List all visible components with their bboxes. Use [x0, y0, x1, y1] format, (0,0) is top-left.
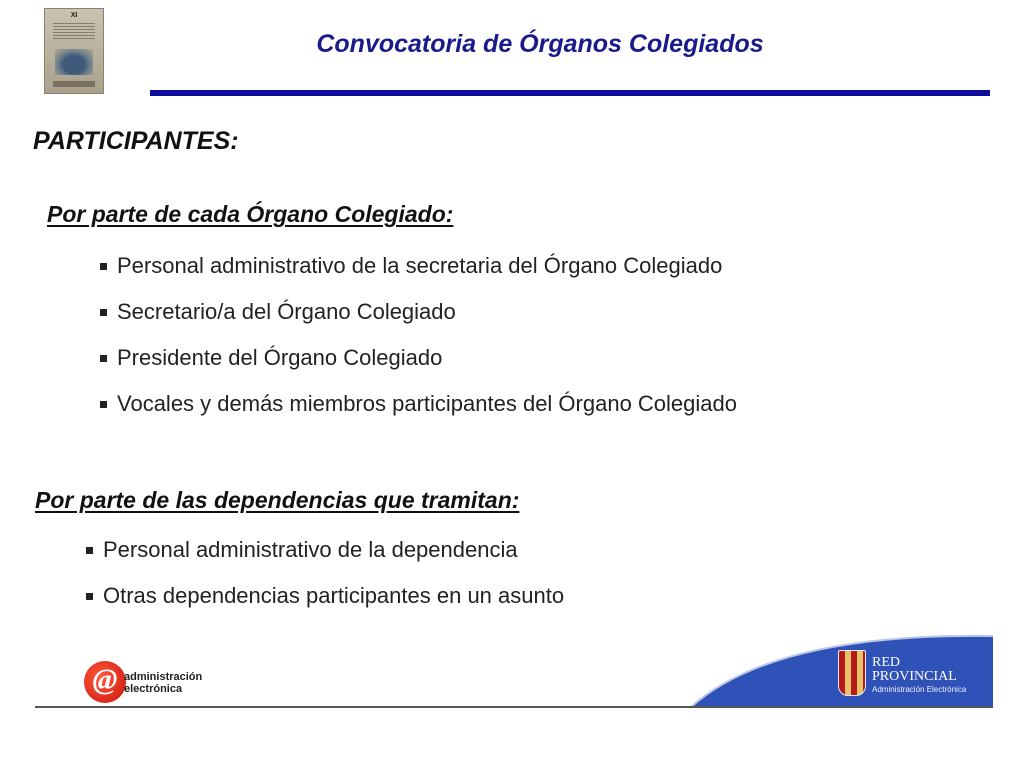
square-bullet-icon	[100, 401, 107, 408]
list-item-text: Vocales y demás miembros participantes del Órgano Colegiado	[117, 391, 737, 416]
rp-logo-line2: PROVINCIAL	[872, 669, 957, 684]
administracion-electronica-logo	[84, 661, 244, 705]
square-bullet-icon	[100, 355, 107, 362]
list-item-text: Personal administrativo de la secretaria del Órgano Colegiado	[117, 253, 723, 278]
footer-rule	[35, 706, 993, 708]
red-provincial-logo	[838, 650, 988, 698]
list-item	[100, 335, 737, 381]
section-heading-dependencias: Por parte de las dependencias que tramitan:	[35, 487, 520, 513]
section-heading-organo: Por parte de cada Órgano Colegiado:	[47, 201, 454, 227]
ae-logo-text	[124, 671, 202, 695]
list-item	[100, 289, 737, 335]
poster-footer-bar	[53, 81, 95, 87]
participants-heading: PARTICIPANTES:	[33, 127, 239, 155]
poster-image	[55, 49, 93, 75]
conference-poster-thumbnail	[44, 8, 104, 94]
at-sign-icon: @	[84, 661, 126, 703]
list-item	[100, 243, 737, 289]
list-item-text: Personal administrativo de la dependencia	[103, 537, 518, 562]
rp-logo-line1: RED	[872, 655, 900, 670]
poster-number: XI	[70, 12, 78, 19]
list-item	[86, 573, 564, 619]
square-bullet-icon	[86, 547, 93, 554]
list-item-text: Presidente del Órgano Colegiado	[117, 345, 443, 370]
square-bullet-icon	[100, 263, 107, 270]
ae-logo-line1: administración	[124, 671, 203, 683]
square-bullet-icon	[100, 309, 107, 316]
list-item-text: Otras dependencias participantes en un asunto	[103, 583, 565, 608]
ae-logo-line2: electrónica	[124, 683, 183, 695]
page-title: Convocatoria de Órganos Colegiados	[316, 30, 764, 58]
poster-text-lines	[53, 23, 95, 39]
list-item	[86, 527, 564, 573]
list-item	[100, 381, 737, 427]
title-underline-rule	[150, 90, 990, 96]
organo-participants-list	[100, 243, 737, 427]
list-item-text: Secretario/a del Órgano Colegiado	[117, 299, 456, 324]
coat-of-arms-icon	[838, 650, 866, 696]
dependencias-participants-list	[86, 527, 564, 619]
rp-logo-line3: Administración Electrónica	[872, 685, 967, 694]
square-bullet-icon	[86, 593, 93, 600]
